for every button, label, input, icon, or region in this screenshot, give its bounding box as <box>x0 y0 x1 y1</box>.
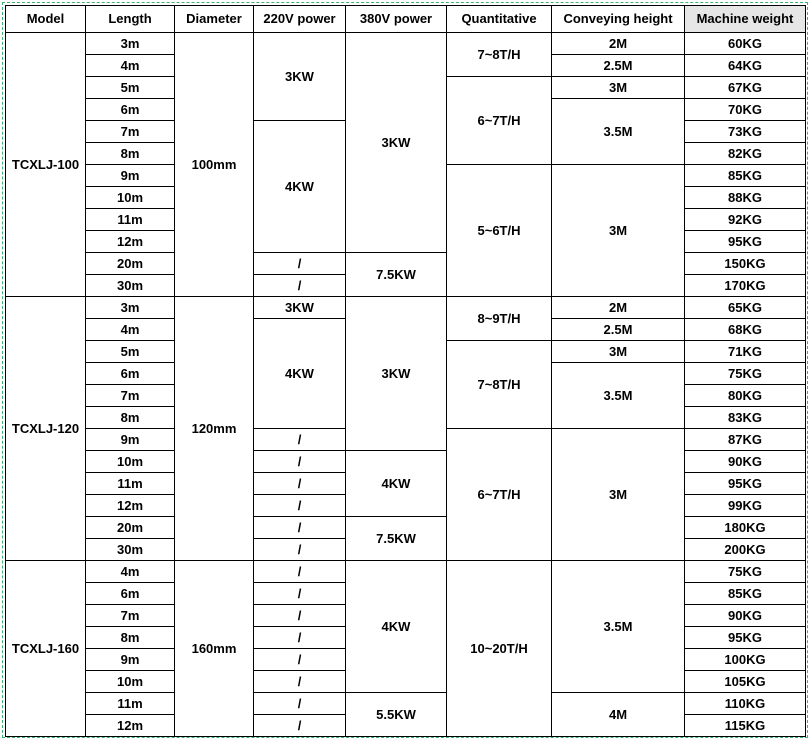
power-220v-cell: / <box>254 627 346 649</box>
header-380v-power: 380V power <box>346 6 447 33</box>
quantitative-cell: 10~20T/H <box>447 561 552 737</box>
conveying-height-cell: 3M <box>552 429 685 561</box>
length-cell: 12m <box>86 495 175 517</box>
conveying-height-cell: 3.5M <box>552 363 685 429</box>
table-row <box>6 451 806 473</box>
spec-table <box>5 5 806 737</box>
quantitative-cell: 5~6T/H <box>447 165 552 297</box>
conveying-height-cell: 3.5M <box>552 99 685 165</box>
weight-cell: 67KG <box>685 77 806 99</box>
header-quantitative: Quantitative <box>447 6 552 33</box>
weight-cell: 105KG <box>685 671 806 693</box>
model-cell: TCXLJ-120 <box>6 297 86 561</box>
table-row <box>6 517 806 539</box>
diameter-cell: 120mm <box>175 297 254 561</box>
weight-cell: 75KG <box>685 561 806 583</box>
weight-cell: 99KG <box>685 495 806 517</box>
length-cell: 10m <box>86 671 175 693</box>
quantitative-cell: 7~8T/H <box>447 341 552 429</box>
header-diameter: Diameter <box>175 6 254 33</box>
power-220v-cell: / <box>254 561 346 583</box>
conveying-height-cell: 4M <box>552 693 685 737</box>
power-220v-cell: / <box>254 715 346 737</box>
power-220v-cell: 4KW <box>254 319 346 429</box>
weight-cell: 150KG <box>685 253 806 275</box>
table-row <box>6 253 806 275</box>
table-row <box>6 561 806 583</box>
power-220v-cell: / <box>254 473 346 495</box>
power-220v-cell: / <box>254 671 346 693</box>
header-conveying-height: Conveying height <box>552 6 685 33</box>
conveying-height-cell: 3M <box>552 77 685 99</box>
power-220v-cell: 4KW <box>254 121 346 253</box>
weight-cell: 68KG <box>685 319 806 341</box>
weight-cell: 64KG <box>685 55 806 77</box>
quantitative-cell: 7~8T/H <box>447 33 552 77</box>
quantitative-cell: 6~7T/H <box>447 429 552 561</box>
length-cell: 11m <box>86 209 175 231</box>
conveying-height-cell: 3M <box>552 165 685 297</box>
length-cell: 30m <box>86 275 175 297</box>
weight-cell: 83KG <box>685 407 806 429</box>
weight-cell: 85KG <box>685 583 806 605</box>
length-cell: 30m <box>86 539 175 561</box>
power-380v-cell: 5.5KW <box>346 693 447 737</box>
length-cell: 12m <box>86 715 175 737</box>
diameter-cell: 100mm <box>175 33 254 297</box>
length-cell: 8m <box>86 143 175 165</box>
length-cell: 20m <box>86 253 175 275</box>
weight-cell: 88KG <box>685 187 806 209</box>
weight-cell: 180KG <box>685 517 806 539</box>
power-220v-cell: 3KW <box>254 297 346 319</box>
weight-cell: 100KG <box>685 649 806 671</box>
model-cell: TCXLJ-100 <box>6 33 86 297</box>
length-cell: 20m <box>86 517 175 539</box>
power-220v-cell: / <box>254 649 346 671</box>
model-cell: TCXLJ-160 <box>6 561 86 737</box>
power-220v-cell: / <box>254 451 346 473</box>
length-cell: 11m <box>86 693 175 715</box>
weight-cell: 115KG <box>685 715 806 737</box>
length-cell: 11m <box>86 473 175 495</box>
weight-cell: 80KG <box>685 385 806 407</box>
power-220v-cell: / <box>254 693 346 715</box>
power-220v-cell: / <box>254 539 346 561</box>
length-cell: 9m <box>86 429 175 451</box>
header-model: Model <box>6 6 86 33</box>
length-cell: 7m <box>86 121 175 143</box>
power-220v-cell: 3KW <box>254 33 346 121</box>
length-cell: 5m <box>86 77 175 99</box>
header-length: Length <box>86 6 175 33</box>
weight-cell: 170KG <box>685 275 806 297</box>
power-220v-cell: / <box>254 253 346 275</box>
length-cell: 10m <box>86 451 175 473</box>
power-220v-cell: / <box>254 429 346 451</box>
power-220v-cell: / <box>254 495 346 517</box>
weight-cell: 92KG <box>685 209 806 231</box>
power-380v-cell: 7.5KW <box>346 517 447 561</box>
weight-cell: 75KG <box>685 363 806 385</box>
power-380v-cell: 3KW <box>346 297 447 451</box>
length-cell: 5m <box>86 341 175 363</box>
weight-cell: 87KG <box>685 429 806 451</box>
power-220v-cell: / <box>254 275 346 297</box>
weight-cell: 65KG <box>685 297 806 319</box>
header-row <box>6 6 806 33</box>
length-cell: 4m <box>86 561 175 583</box>
conveying-height-cell: 3.5M <box>552 561 685 693</box>
power-220v-cell: / <box>254 583 346 605</box>
weight-cell: 95KG <box>685 231 806 253</box>
weight-cell: 85KG <box>685 165 806 187</box>
conveying-height-cell: 2.5M <box>552 55 685 77</box>
length-cell: 3m <box>86 297 175 319</box>
length-cell: 12m <box>86 231 175 253</box>
length-cell: 6m <box>86 99 175 121</box>
power-380v-cell: 3KW <box>346 33 447 253</box>
power-380v-cell: 4KW <box>346 561 447 693</box>
weight-cell: 200KG <box>685 539 806 561</box>
weight-cell: 82KG <box>685 143 806 165</box>
diameter-cell: 160mm <box>175 561 254 737</box>
weight-cell: 73KG <box>685 121 806 143</box>
conveying-height-cell: 3M <box>552 341 685 363</box>
header-machine-weight: Machine weight <box>685 6 806 33</box>
weight-cell: 70KG <box>685 99 806 121</box>
conveying-height-cell: 2.5M <box>552 319 685 341</box>
length-cell: 7m <box>86 385 175 407</box>
weight-cell: 90KG <box>685 605 806 627</box>
length-cell: 8m <box>86 407 175 429</box>
power-220v-cell: / <box>254 517 346 539</box>
length-cell: 3m <box>86 33 175 55</box>
conveying-height-cell: 2M <box>552 33 685 55</box>
length-cell: 10m <box>86 187 175 209</box>
length-cell: 8m <box>86 627 175 649</box>
weight-cell: 71KG <box>685 341 806 363</box>
length-cell: 4m <box>86 55 175 77</box>
length-cell: 6m <box>86 583 175 605</box>
weight-cell: 90KG <box>685 451 806 473</box>
quantitative-cell: 8~9T/H <box>447 297 552 341</box>
length-cell: 4m <box>86 319 175 341</box>
table-row <box>6 693 806 715</box>
table-row <box>6 297 806 319</box>
weight-cell: 95KG <box>685 473 806 495</box>
weight-cell: 110KG <box>685 693 806 715</box>
weight-cell: 95KG <box>685 627 806 649</box>
power-220v-cell: / <box>254 605 346 627</box>
table-row <box>6 33 806 55</box>
length-cell: 9m <box>86 165 175 187</box>
length-cell: 9m <box>86 649 175 671</box>
power-380v-cell: 4KW <box>346 451 447 517</box>
conveying-height-cell: 2M <box>552 297 685 319</box>
header-220v-power: 220V power <box>254 6 346 33</box>
length-cell: 7m <box>86 605 175 627</box>
power-380v-cell: 7.5KW <box>346 253 447 297</box>
length-cell: 6m <box>86 363 175 385</box>
weight-cell: 60KG <box>685 33 806 55</box>
quantitative-cell: 6~7T/H <box>447 77 552 165</box>
